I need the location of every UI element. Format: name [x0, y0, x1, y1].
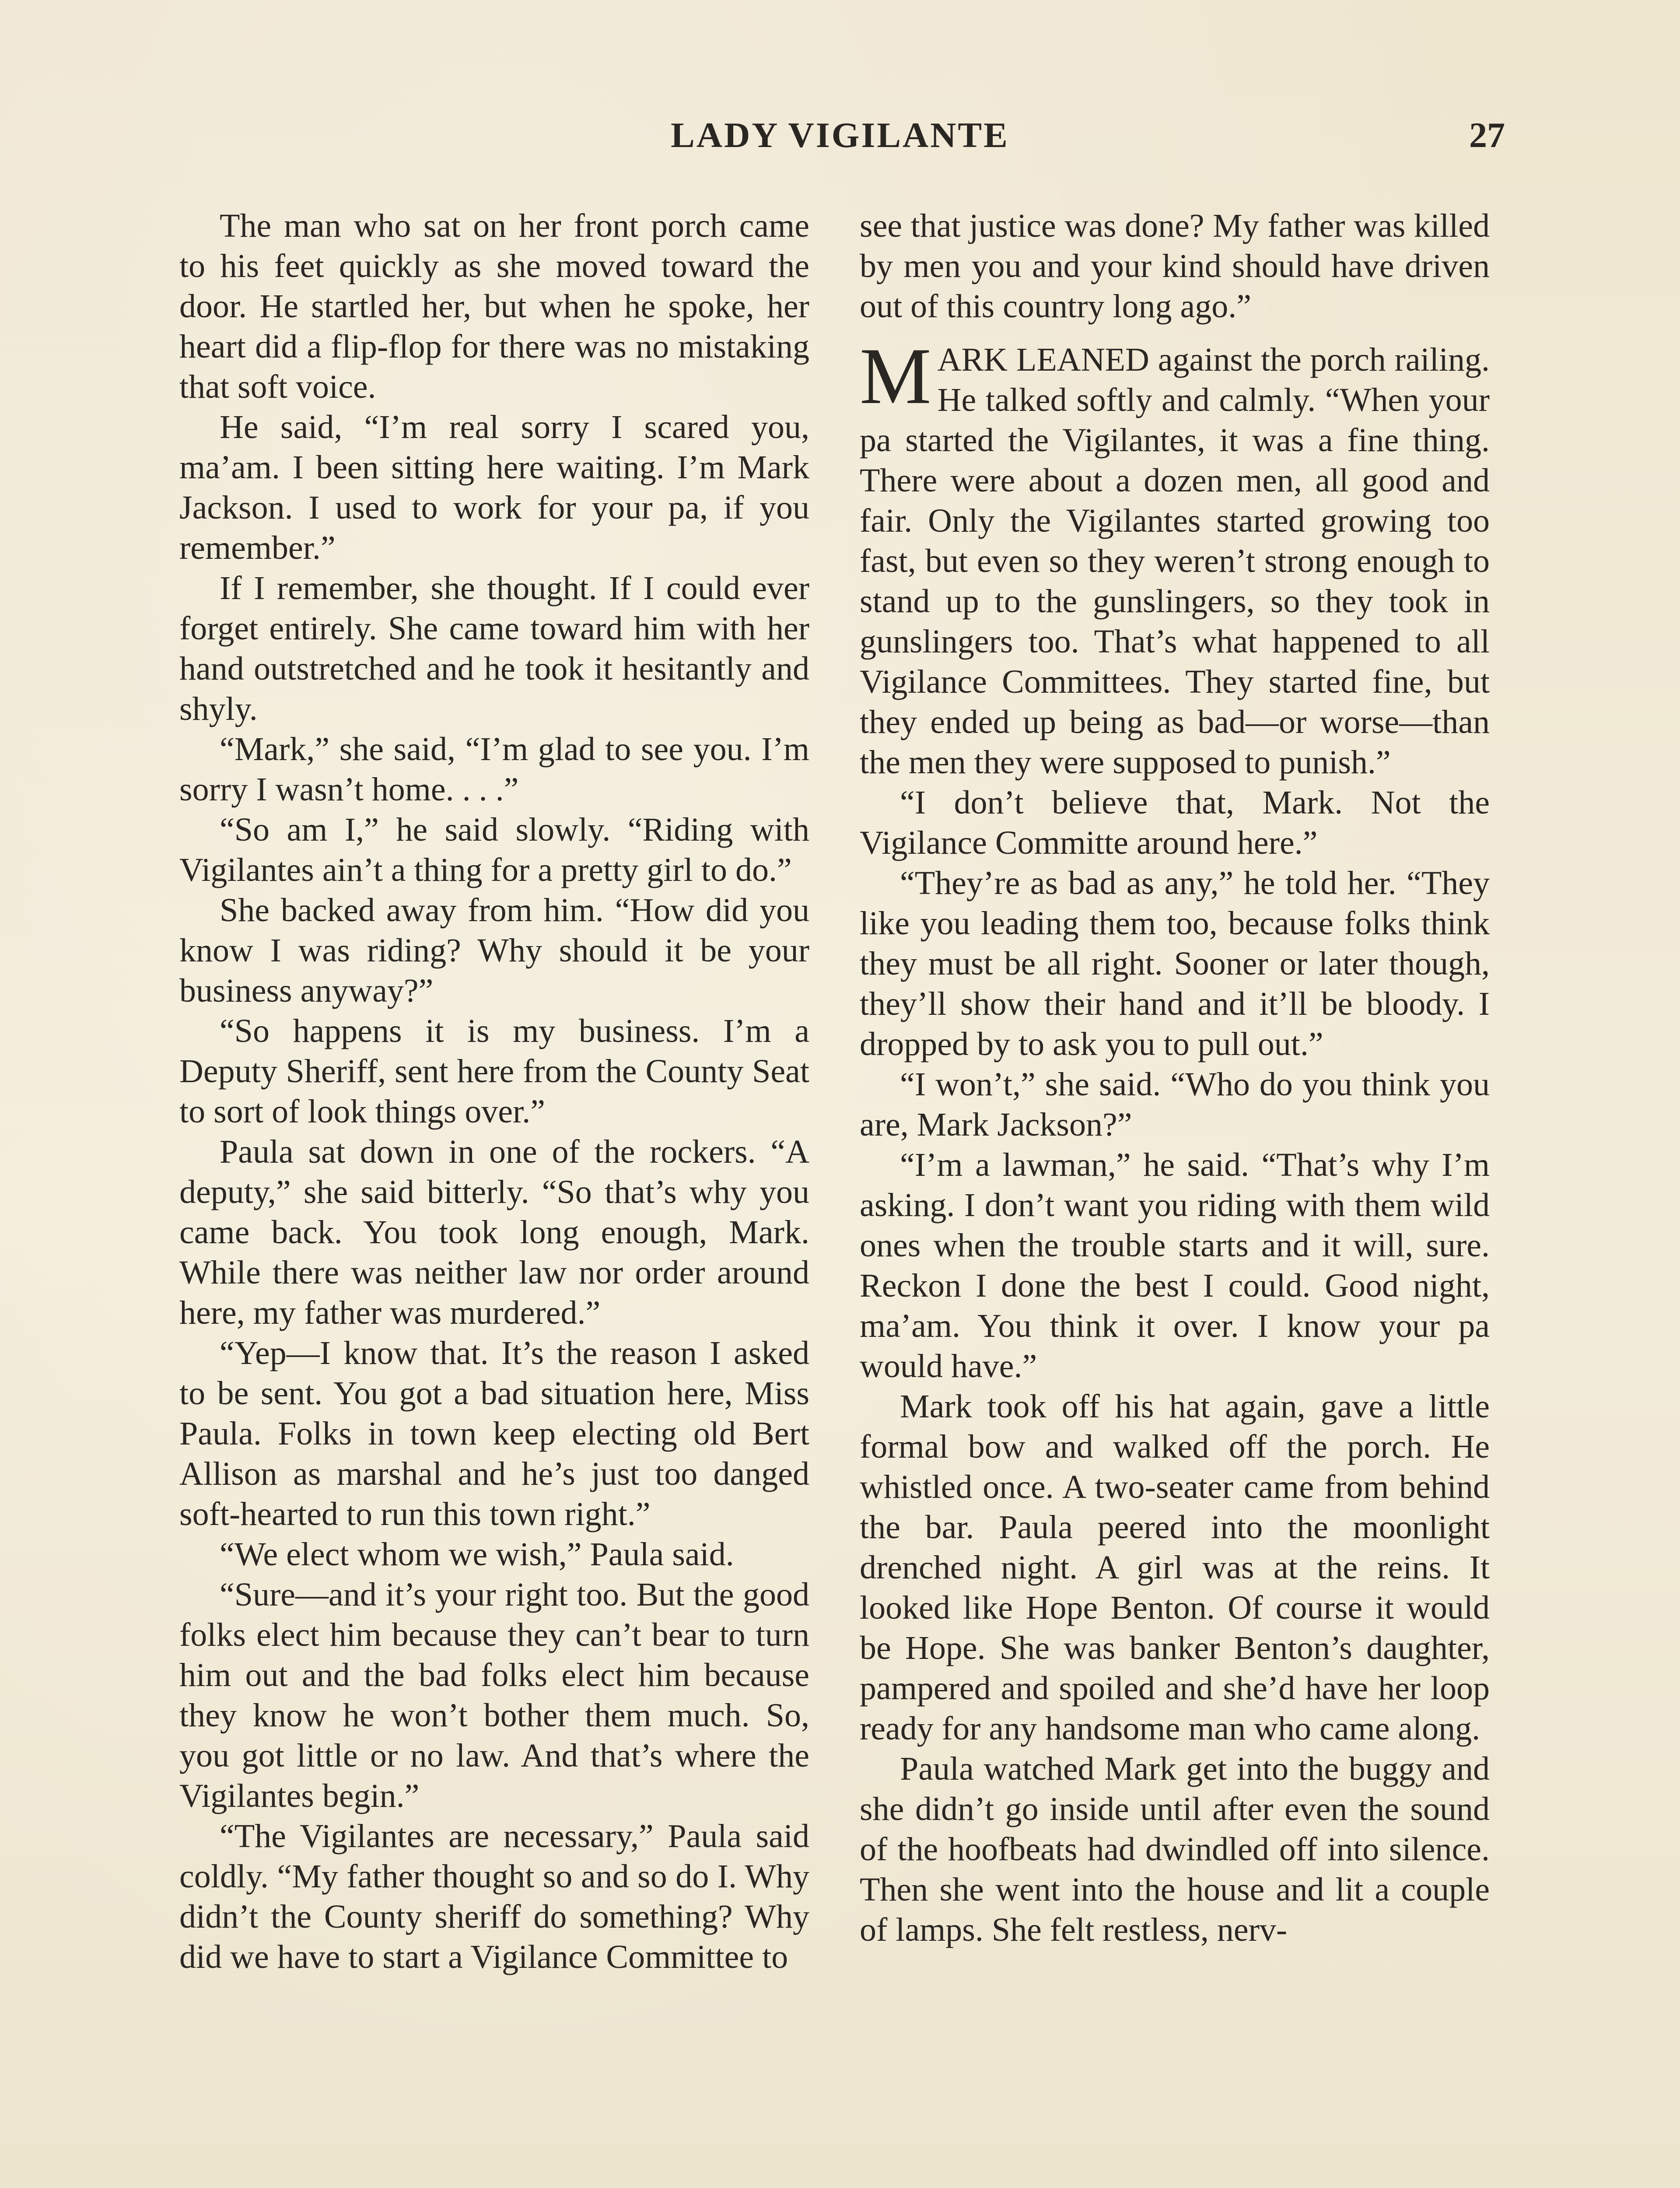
paragraph: “So am I,” he said slowly. “Riding with Vigilantes ain’t a thing for a pretty girl to do.”: [179, 811, 809, 888]
left-column: [179, 206, 809, 1977]
drop-cap: M: [860, 331, 931, 421]
paragraph: Paula watched Mark get into the buggy and she didn’t go inside until after even the sound of the hoofbeats had dwindled off into silence. Then she went into the house and lit a couple of lamps. She felt restless, nerv-: [860, 1750, 1490, 1948]
paragraph: “So happens it is my business. I’m a Deputy Sheriff, sent here from the County Seat to sort of look things over.”: [179, 1013, 809, 1130]
paragraph-text: against the porch railing. He talked softly and calmly. “When your pa started the Vigilantes, it was a fine thing. There were about a dozen men, all good and fair. Only the Vigilantes started growing too fast, but even so they weren’t strong enough to stand up to the gunslingers, so they took in gunslingers too. That’s what happened to all Vigilance Committees. They started fine, but they ended up being as bad—or worse—than the men they were supposed to punish.”: [860, 341, 1490, 781]
paragraph: “They’re as bad as any,” he told her. “They like you leading them too, because folks think they must be all right. Sooner or later though, they’ll show their hand and it’ll be bloody. I dropped by to ask you to pull out.”: [860, 865, 1490, 1062]
paragraph: The man who sat on her front porch came to his feet quickly as she moved toward the door. He startled her, but when he spoke, her heart did a flip-flop for there was no mistaking that soft voice.: [179, 207, 809, 405]
paragraph: If I remember, she thought. If I could ever forget entirely. She came toward him with her hand outstretched and he took it hesitantly and shyly.: [179, 570, 809, 727]
paragraph: “I won’t,” she said. “Who do you think you are, Mark Jackson?”: [860, 1066, 1490, 1143]
paragraph: Mark took off his hat again, gave a little formal bow and walked off the porch. He whistled once. A two-seater came from behind the bar. Paula peered into the moonlight drenched night. A girl was at the reins. It looked like Hope Benton. Of course it would be Hope. She was banker Benton’s daughter, pampered and spoiled and she’d have her loop ready for any handsome man who came along.: [860, 1388, 1490, 1747]
paragraph: She backed away from him. “How did you know I was riding? Why should it be your business anyway?”: [179, 892, 809, 1009]
paragraph: Paula sat down in one of the rockers. “A deputy,” she said bitterly. “So that’s why you came back. You took long enough, Mark. While there was neither law nor order around here, my father was murdered.”: [179, 1133, 809, 1331]
lead-in-text: ARK LEANED: [937, 341, 1149, 378]
running-title: LADY VIGILANTE: [671, 115, 1009, 155]
paragraph: He said, “I’m real sorry I scared you, ma’am. I been sitting here waiting. I’m Mark Jackson. I used to work for your pa, if you remember.”: [179, 409, 809, 566]
paragraph: “I don’t believe that, Mark. Not the Vigilance Committe around here.”: [860, 784, 1490, 861]
paragraph: “Sure—and it’s your right too. But the good folks elect him because they can’t bear to turn him out and the bad folks elect him because they know he won’t bother them much. So, you got little or no law. And that’s where the Vigilantes begin.”: [179, 1576, 809, 1814]
page-number: 27: [1469, 115, 1505, 155]
continued-paragraph: see that justice was done? My father was killed by men you and your kind should have driven out of this country long ago.”: [860, 207, 1490, 325]
right-column: [860, 206, 1490, 1950]
paragraph: “Yep—I know that. It’s the reason I asked to be sent. You got a bad situation here, Miss Paula. Folks in town keep electing old Bert Allison as marshal and he’s just too danged soft-hearted to run this town right.”: [179, 1335, 809, 1532]
section-opening-paragraph: [860, 331, 1490, 782]
paragraph: “We elect whom we wish,” Paula said.: [220, 1536, 734, 1573]
paragraph: “The Vigilantes are necessary,” Paula said coldly. “My father thought so and so do I. Why didn’t the County sheriff do something? Why did we have to start a Vigilance Committee to: [179, 1818, 809, 1975]
paragraph: “I’m a lawman,” he said. “That’s why I’m asking. I don’t want you riding with them wild ones when the trouble starts and it will, sure. Reckon I done the best I could. Good night, ma’am. You think it over. I know your pa would have.”: [860, 1147, 1490, 1385]
paragraph: “Mark,” she said, “I’m glad to see you. I’m sorry I wasn’t home. . . .”: [179, 731, 809, 808]
